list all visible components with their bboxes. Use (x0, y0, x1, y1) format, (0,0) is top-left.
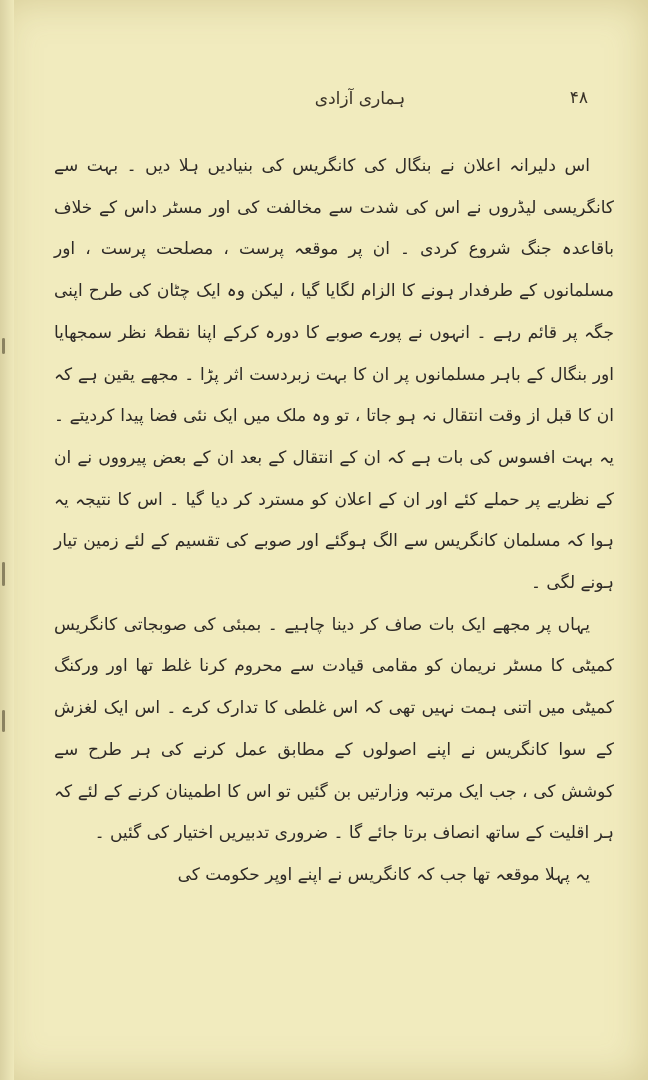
page-number: ۴۸ (569, 88, 588, 108)
page-header (60, 88, 608, 118)
page-body (54, 146, 614, 897)
running-title: ہماری آزادی (314, 89, 406, 109)
edge-tear-mark (2, 562, 5, 586)
paragraph: یہاں پر مجھے ایک بات صاف کر دینا چاہیے ۔ بمبئی کی صوبجاتی کانگریس کمیٹی کا مسٹر نریمان کو مقامی قیادت سے محروم کرنا غلط تھا اور ورکنگ کمیٹی میں اتنی ہمت نہیں تھی کہ اس غلطی کا تدارک کرے ۔ اس ایک لغزش کے سوا کانگریس نے اپنے اصولوں کے مطابق عمل کرنے کی ہر طرح سے کوشش کی ، جب ایک مرتبہ وزارتیں بن گئیں تو اس کا اطمینان کرنے کے لئے کہ ہر اقلیت کے ساتھ انصاف برتا جائے گا ۔ ضروری تدبیریں اختیار کی گئیں ۔ (54, 614, 614, 844)
edge-tear-mark (2, 338, 5, 354)
paragraph: یہ پہلا موقعہ تھا جب کہ کانگریس نے اپنے اوپر حکومت کی (177, 864, 590, 885)
edge-tear-mark (2, 710, 5, 732)
page-binding-edge (0, 0, 14, 1080)
paragraph: اس دلیرانہ اعلان نے بنگال کی کانگریس کی بنیادیں ہلا دیں ۔ بہت سے کانگریسی لیڈروں نے اس کی شدت سے مخالفت کی اور مسٹر داس کے خلاف باقاعدہ جنگ شروع کردی ۔ ان پر موقعہ پرست ، مصلحت پرست ، اور مسلمانوں کے طرفدار ہونے کا الزام لگایا گیا ، لیکن وہ ایک چٹان کی طرح اپنی جگہ پر قائم رہے ۔ انہوں نے پورے صوبے کا دورہ کرکے اپنا نقطۂ نظر سمجھایا اور بنگال کے باہر مسلمانوں پر ان کا بہت زبردست اثر پڑا ۔ مجھے یقین ہے کہ ان کا قبل از وقت انتقال نہ ہو جاتا ، تو وہ ملک میں ایک نئی فضا پیدا کردیتے ۔ یہ بہت افسوس کی بات ہے کہ ان کے انتقال کے بعد ان کے بعض پیرووں نے ان کے نظریے پر حملے کئے اور ان کے اعلان کو مسترد کر دیا گیا ۔ اس کا نتیجہ یہ ہوا کہ مسلمان کانگریس سے الگ ہوگئے اور صوبے کی تقسیم کے لئے زمین تیار ہونے لگی ۔ (54, 156, 614, 594)
